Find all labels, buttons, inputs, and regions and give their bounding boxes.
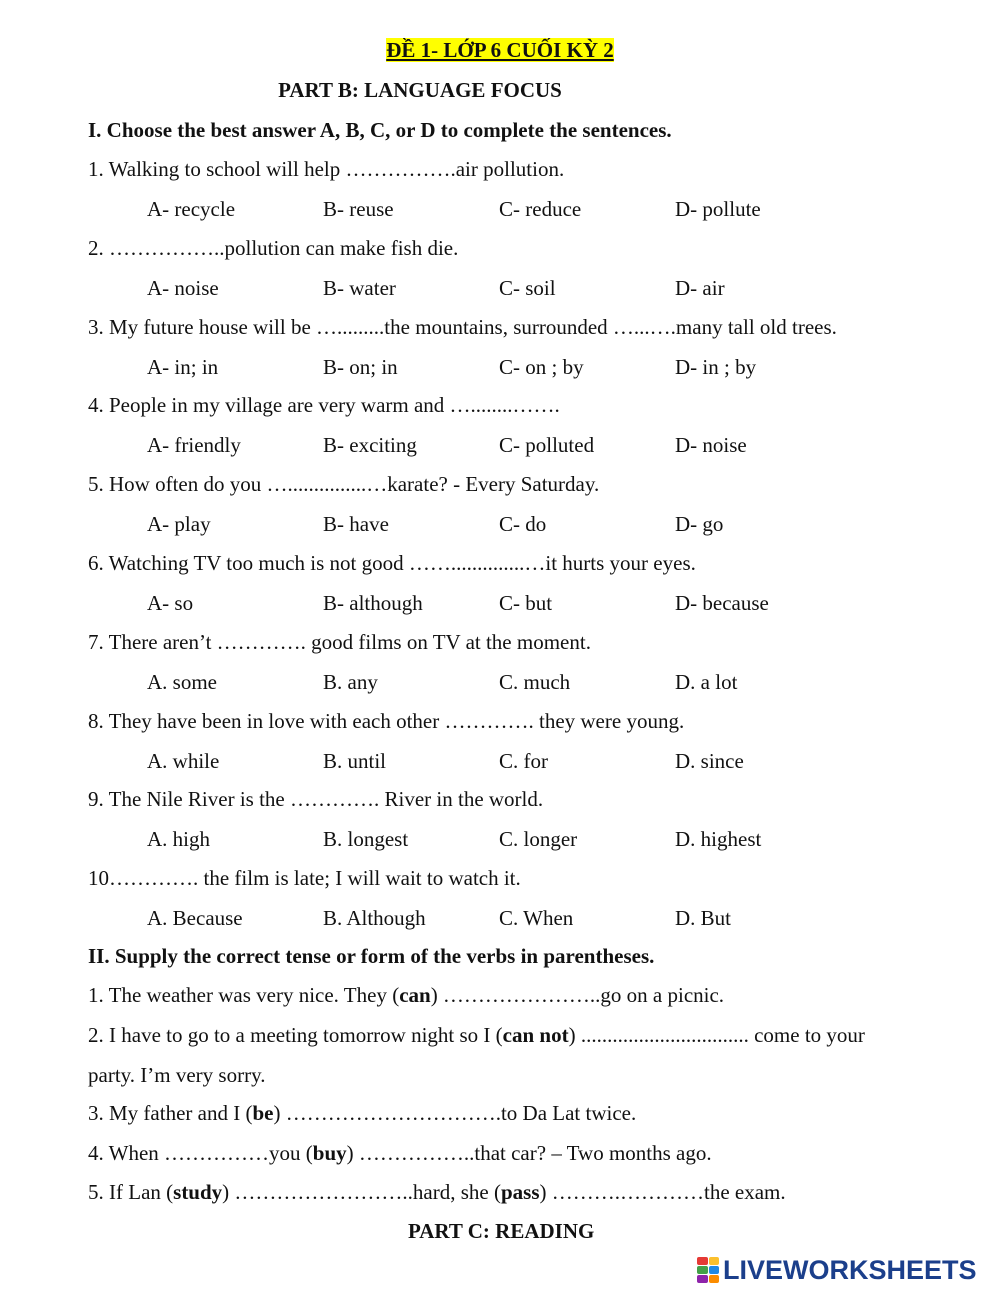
answer-option-c[interactable]: C- polluted (499, 433, 595, 457)
question-text: 10…………. the film is late; I will wait to watch it. (88, 866, 521, 890)
answer-option-c[interactable]: C. longer (499, 827, 578, 851)
verb-item-1: 1. The weather was very nice. They (can) …………………..go on a picnic. (88, 983, 725, 1007)
question-text: 2. ……………..pollution can make fish die. (88, 236, 459, 260)
answer-option-d[interactable]: D- air (675, 276, 725, 300)
answer-option-c[interactable]: C. for (499, 749, 548, 773)
answer-option-b[interactable]: B. any (323, 670, 378, 694)
answer-option-b[interactable]: B. until (323, 749, 387, 773)
answer-option-a[interactable]: A- so (147, 591, 194, 615)
section1-heading: I. Choose the best answer A, B, C, or D to complete the sentences. (88, 118, 672, 142)
answer-option-a[interactable]: A- noise (147, 276, 219, 300)
answer-option-d[interactable]: D. But (675, 906, 732, 930)
answer-option-b[interactable]: B- water (323, 276, 396, 300)
answer-option-a[interactable]: A. high (147, 827, 210, 851)
part-c-heading: PART C: READING (408, 1219, 595, 1243)
question-text: 3. My future house will be ….........the mountains, surrounded …...….many tall old trees. (88, 315, 837, 339)
answer-option-b[interactable]: B- although (323, 591, 423, 615)
answer-option-a[interactable]: A. while (147, 749, 220, 773)
answer-option-c[interactable]: C- soil (499, 276, 556, 300)
answer-option-c[interactable]: C. When (499, 906, 574, 930)
question-text: 6. Watching TV too much is not good ……..............…it hurts your eyes. (88, 551, 696, 575)
answer-option-a[interactable]: A- in; in (147, 355, 219, 379)
answer-option-d[interactable]: D- pollute (675, 197, 761, 221)
question-text: 5. How often do you …...............…karate? - Every Saturday. (88, 472, 600, 496)
answer-option-a[interactable]: A- recycle (147, 197, 236, 221)
verb-item-2: 2. I have to go to a meeting tomorrow night so I (can not) ................................ come to your (88, 1023, 865, 1047)
answer-option-b[interactable]: B. longest (323, 827, 409, 851)
answer-option-b[interactable]: B- have (323, 512, 389, 536)
answer-option-d[interactable]: D- go (675, 512, 724, 536)
answer-option-b[interactable]: B- exciting (323, 433, 417, 457)
verb-item-3: 3. My father and I (be) ………………………….to Da Lat twice. (88, 1101, 637, 1125)
verb-item-5: 5. If Lan (study) ……………………..hard, she (pass) ……….…………the exam. (88, 1180, 786, 1204)
answer-option-d[interactable]: D- in ; by (675, 355, 757, 379)
answer-option-c[interactable]: C- but (499, 591, 553, 615)
worksheet-title: ĐỀ 1- LỚP 6 CUỐI KỲ 2 (386, 38, 614, 62)
answer-option-a[interactable]: A. some (147, 670, 217, 694)
verb-item-4: 4. When ……………you (buy) ……………..that car? – Two months ago. (88, 1141, 712, 1165)
answer-option-b[interactable]: B- reuse (323, 197, 394, 221)
answer-option-a[interactable]: A. Because (147, 906, 243, 930)
question-text: 9. The Nile River is the …………. River in the world. (88, 787, 544, 811)
answer-option-d[interactable]: D- because (675, 591, 769, 615)
answer-option-c[interactable]: C- do (499, 512, 547, 536)
answer-option-c[interactable]: C. much (499, 670, 571, 694)
answer-option-d[interactable]: D. a lot (675, 670, 738, 694)
answer-option-c[interactable]: C- on ; by (499, 355, 584, 379)
verb-item-2-continued: party. I’m very sorry. (88, 1063, 266, 1087)
answer-option-d[interactable]: D- noise (675, 433, 747, 457)
answer-option-d[interactable]: D. since (675, 749, 744, 773)
answer-option-a[interactable]: A- friendly (147, 433, 241, 457)
answer-option-c[interactable]: C- reduce (499, 197, 582, 221)
question-text: 7. There aren’t …………. good films on TV at the moment. (88, 630, 591, 654)
liveworksheets-logo-text: LIVEWORKSHEETS (723, 1254, 977, 1285)
question-text: 8. They have been in love with each other …………. they were young. (88, 709, 685, 733)
answer-option-a[interactable]: A- play (147, 512, 211, 536)
question-text: 1. Walking to school will help …………….air pollution. (88, 157, 565, 181)
liveworksheets-logo (697, 1254, 977, 1286)
part-b-heading: PART B: LANGUAGE FOCUS (278, 78, 562, 102)
liveworksheets-logo-icon (697, 1257, 719, 1283)
section2-heading: II. Supply the correct tense or form of the verbs in parentheses. (88, 944, 655, 968)
question-text: 4. People in my village are very warm and …........……. (88, 393, 560, 417)
answer-option-b[interactable]: B- on; in (323, 355, 398, 379)
answer-option-b[interactable]: B. Although (323, 906, 426, 930)
answer-option-d[interactable]: D. highest (675, 827, 762, 851)
